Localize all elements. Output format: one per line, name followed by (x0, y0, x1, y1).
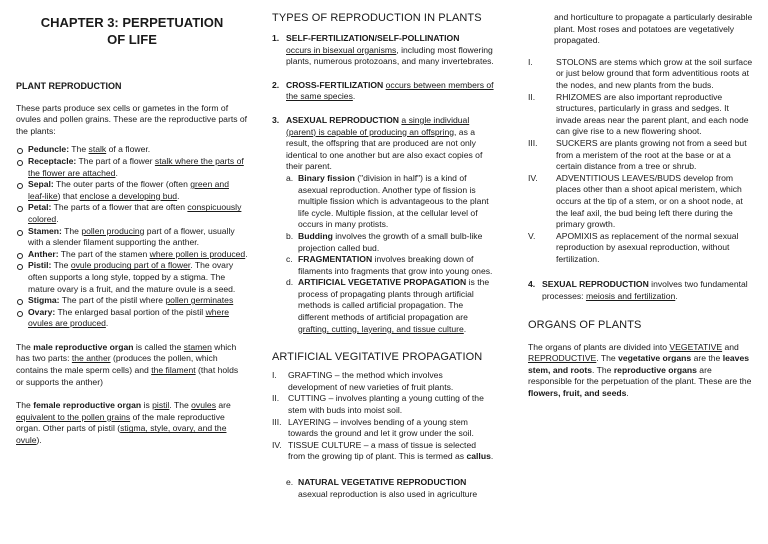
continued-paragraph: and horticulture to propagate a particularly desirable plant. Most roses and potatoes are vegetatively propagated. (554, 12, 753, 46)
type-cross-fertilization: 2. CROSS-FERTILIZATION occurs between members of the same species. (272, 79, 494, 102)
list-item: IV. TISSUE CULTURE – a mass of tissue is selected from the growing tip of plant. This is termed as callus. (272, 439, 494, 462)
list-item: V. APOMIXIS as replacement of the normal sexual reproduction by asexual reproduction, without fertilization. (528, 230, 739, 264)
list-item: III. LAYERING – involves bending of a young stem towards the ground and let it grow under the soil. (272, 416, 474, 439)
list-item: d. ARTIFICIAL VEGETATIVE PROPAGATION is the process of propagating plants through artificial methods is called artificial propagation. The different methods of artificial propagation are grafting, cutting, layering, and tissue culture. (286, 277, 490, 334)
organs-heading: ORGANS OF PLANTS (528, 318, 642, 331)
list-item: II. CUTTING – involves planting a young cutting of the stem with buds into moist soil. (272, 393, 484, 416)
type-sexual: 4. SEXUAL REPRODUCTION involves two fundamental processes: meiosis and fertilization. (528, 279, 748, 302)
plant-reproduction-heading: PLANT REPRODUCTION (16, 81, 122, 91)
type-self-fertilization: 1. SELF-FERTILIZATION/SELF-POLLINATION occurs in bisexual organisms, including most flowering plants, numerous protozoans, and many invertebrates. (272, 33, 494, 67)
list-item: Receptacle: The part of a flower stalk where the parts of the flower are attached. (16, 156, 248, 179)
list-item: Sepal: The outer parts of the flower (often green and leaf-like) that enclose a developing bud. (16, 179, 248, 202)
organs-paragraph: The organs of plants are divided into VEGETATIVE and REPRODUCTIVE. The vegetative organs are the leaves stem, and roots. The reproductive organs are responsible for the perpetuation of the plant. These are the flowers, fruit, and seeds. (528, 341, 752, 399)
list-item: Stigma: The part of the pistil where pollen germinates (16, 295, 248, 307)
type-asexual: 3. ASEXUAL REPRODUCTION a single individual (parent) is capable of producing an offspring, as a result, the offspring that are produced are not only identical to one another but are also exact copies of their parent. (272, 114, 483, 172)
list-item: IV. ADVENTITIOUS LEAVES/BUDS develop from places other than a shoot apical meristem, which occurs at the tip of a stem, or on a shoot node, at the leaf axil, the bud being left there during the primary growth. (528, 172, 743, 230)
chapter-title: CHAPTER 3: PERPETUATION OF LIFE (40, 15, 224, 47)
list-item: Ovary: The enlarged basal portion of the pistil where ovules are produced. (16, 307, 248, 330)
list-item: I. STOLONS are stems which grow at the soil surface or just below ground that form adventitious roots at the nodes, and new plants from the buds. (528, 56, 753, 90)
list-item: III. SUCKERS are plants growing not from a seed but from a meristem of the root at the base or at a certain distance from a tree or shrub. (528, 137, 747, 172)
list-item: Anther: The part of the stamen where pollen is produced. (16, 249, 248, 261)
types-heading: TYPES OF REPRODUCTION IN PLANTS (272, 12, 482, 24)
flower-parts-list (16, 144, 248, 330)
intro-paragraph: These parts produce sex cells or gametes in the form of ovules and pollen grains. These are the reproductive parts of the plants: (16, 102, 248, 136)
natural-reproduction-list (528, 57, 756, 266)
propagation-methods-list (272, 370, 494, 463)
list-item: Pistil: The ovule producing part of a flower. The ovary often supports a long style, topped by a stigma. The mature ovary is a fruit, and the mature ovule is a seed. (16, 260, 248, 295)
male-organ-paragraph: The male reproductive organ is called the stamen which has two parts: the anther (produces the pollen, which contains the male sperm cells) and the filament (that holds or supports the anther) (16, 341, 239, 387)
list-item: c. FRAGMENTATION involves breaking down of filaments into fragments that grow into young ones. (286, 254, 493, 276)
list-item: Stamen: The pollen producing part of a flower, usually with a slender filament supporting the anther. (16, 226, 248, 249)
list-item: Petal: The parts of a flower that are often conspicuously colored. (16, 202, 248, 225)
artificial-propagation-heading: ARTIFICIAL VEGITATIVE PROPAGATION (272, 351, 483, 364)
column-left (16, 0, 248, 447)
list-item: a. Binary fission ("division in half") is a kind of asexual reproduction. Another type of fission is multiple fission which is advantageous to the plant life cycle. Multiple fission, at the cellular level of occurs in many protists. (286, 172, 489, 230)
column-right (528, 0, 756, 400)
female-organ-paragraph: The female reproductive organ is pistil. The ovules are equivalent to the pollen grains of the male reproductive organ. Other parts of pistil (stigma, style, ovary, and the ovule). (16, 400, 231, 446)
list-item: I. GRAFTING – the method which involves development of new varieties of fruit plants. (272, 370, 454, 392)
column-middle (272, 0, 494, 500)
list-item: b. Budding involves the growth of a small bulb-like projection called bud. (286, 230, 483, 253)
list-item: II. RHIZOMES are also important reproductive structures, particularly in grass and sedges. It invade areas near the parent plant, and each node can give rise to a new flowering shoot. (528, 91, 749, 137)
list-item: Peduncle: The stalk of a flower. (16, 144, 248, 156)
list-item: e. NATURAL VEGETATIVE REPRODUCTION asexual reproduction is also used in agriculture (286, 477, 478, 499)
